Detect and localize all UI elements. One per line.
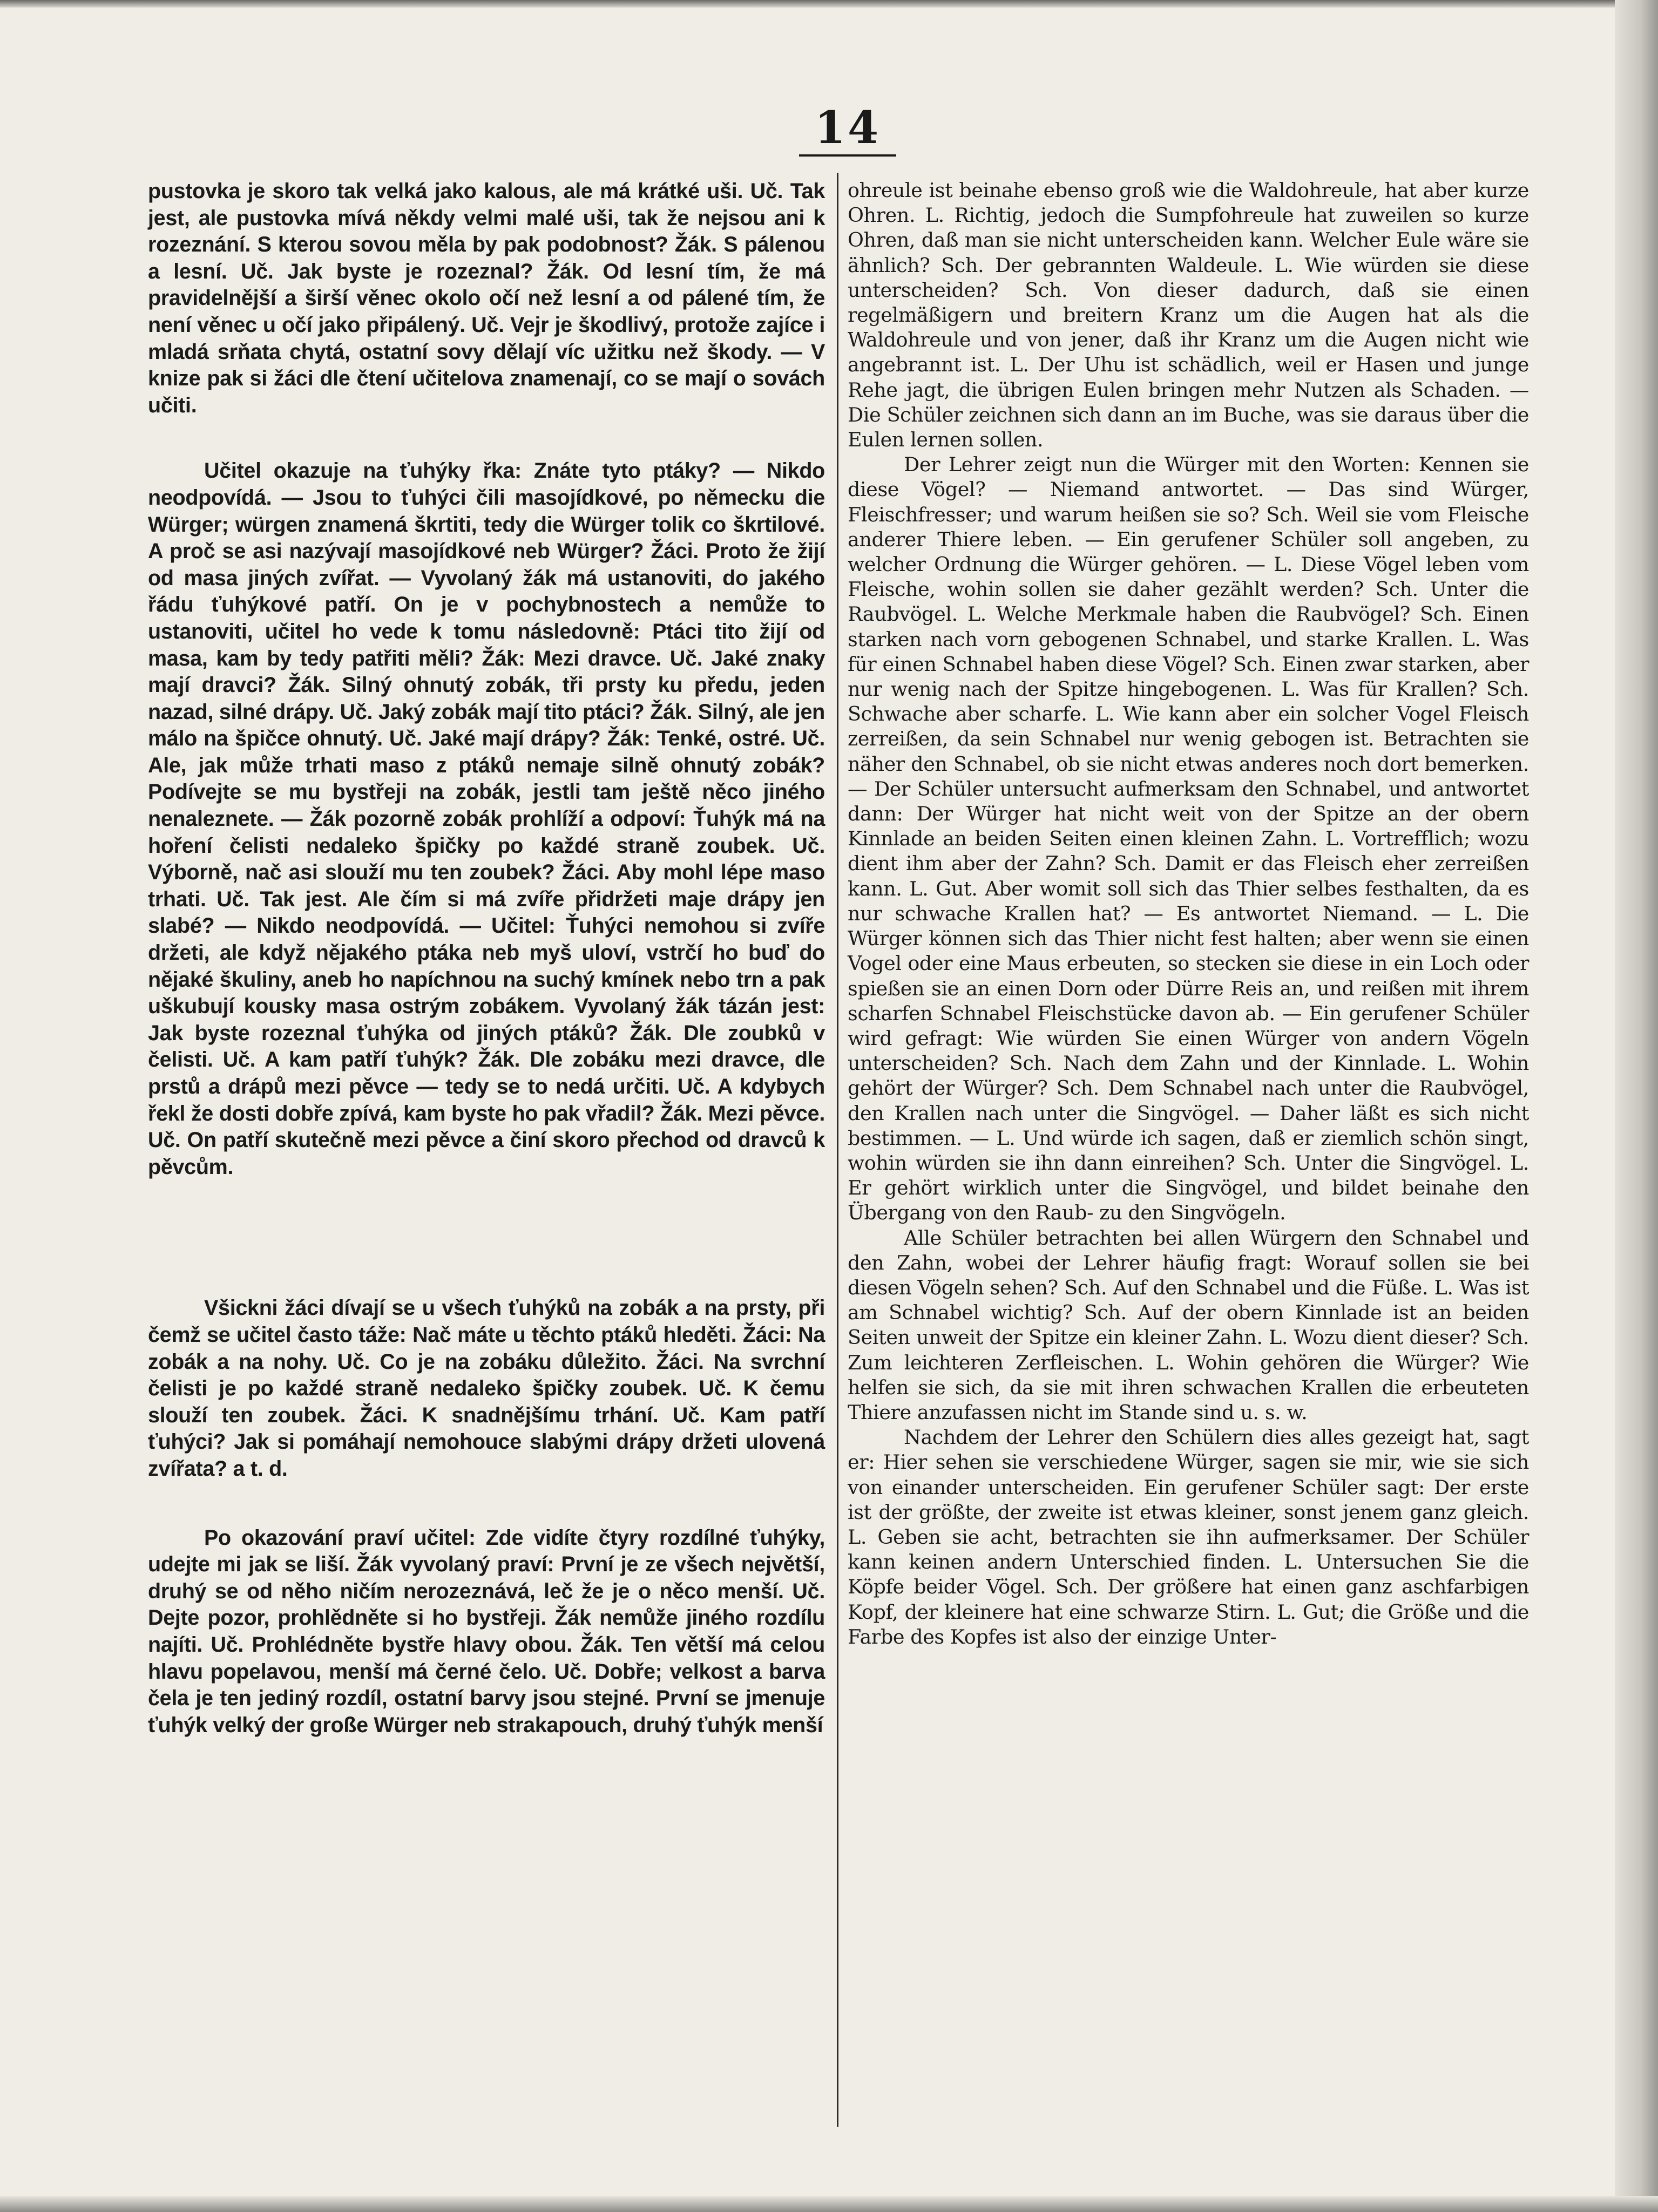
czech-paragraph-observation: Všickni žáci dívají se u všech ťuhýků na zobák a na prsty, při čemž se učitel často táže: Nač máte u těchto ptáků hleděti. Žáci: Na zobák a na nohy. Uč. Co je na zobáku důležito. Žáci. Na svrchní čelisti je po každé straně nedaleko špičky zoubek. Uč. K čemu slouží ten zoubek. Žáci. K snadnějšímu trhání. Uč. Kam patří ťuhýci? Jak si pomáhají nemohouce slabými drápy držeti ulovená zvířata? a t. d. [148, 1296, 825, 1481]
czech-text-column [148, 178, 825, 1739]
czech-paragraph-comparison: Po okazování praví učitel: Zde vidíte čtyry rozdílné ťuhýky, udejte mi jak se liší. Žák vyvolaný praví: První je ze všech největší, druhý se od něho ničím nerozeznává, leč že je o něco menší. Uč. Dejte pozor, prohlědněte si ho bystřeji. Žák nemůže jiného rozdílu najíti. Uč. Prohlédněte bystře hlavy obou. Žák. Ten větší má celou hlavu popelavou, menší má černé čelo. Uč. Dobře; velkost a barva čela je ten jediný rozdíl, ostatní barvy jsou stejné. První se jmenuje ťuhýk velký der große Würger neb strakapouch, druhý ťuhýk menší [148, 1525, 825, 1737]
german-paragraph-comparison: Nachdem der Lehrer den Schülern dies alles gezeigt hat, sagt er: Hier sehen sie verschiedene Würger, sagen sie mir, wie sie sich von einander unterscheiden. Ein gerufener Schüler sagt: Der erste ist der größte, der zweite ist etwas kleiner, sonst jenem ganz gleich. L. Geben sie acht, betrachten sie ihn aufmerksamer. Der Schüler kann keinen andern Unterschied finden. L. Untersuchen Sie die Köpfe beider Vögel. Sch. Der größere hat einen ganz aschfarbigen Kopf, der kleinere hat eine schwarze Stirn. L. Gut; die Größe und die Farbe des Kopfes ist also der einzige Unter- [848, 1426, 1529, 1648]
scan-edge-top [0, 0, 1658, 8]
czech-paragraph-owls-end: pustovka je skoro tak velká jako kalous, ale má krátké uši. Uč. Tak jest, ale pustovka mívá někdy velmi malé uši, tak že nejsou ani k rozeznání. S kterou sovou měla by pak podobnost? Žák. S pálenou a lesní. Uč. Jak byste je rozeznal? Žák. Od lesní tím, že má pravidelnější a širší věnec okolo očí než lesní a od pálené tím, že není věnec u očí jako připálený. Uč. Vejr je škodlivý, protože zajíce i mladá srňata chytá, ostatní sovy dělají víc užitku než škody. — V knize pak si žáci dle čtení učitelova znamenají, co se mají o sovách učiti. [148, 179, 825, 417]
german-paragraph-shrikes-intro: Der Lehrer zeigt nun die Würger mit den Worten: Kennen sie diese Vögel? — Niemand antwortet. — Das sind Würger, Fleischfresser; und warum heißen sie so? Sch. Weil sie vom Fleische anderer Thiere leben. — Ein gerufener Schüler soll angeben, zu welcher Ordnung die Würger gehören. — L. Diese Vögel leben vom Fleische, wohin sollen sie daher gezählt werden? Sch. Unter die Raubvögel. L. Welche Merkmale haben die Raubvögel? Sch. Einen starken nach vorn gebogenen Schnabel, und starke Krallen. L. Was für einen Schnabel haben diese Vögel? Sch. Einen zwar starken, aber nur wenig nach der Spitze hingebogenen. L. Was für Krallen? Sch. Schwache aber scharfe. L. Wie kann aber ein solcher Vogel Fleisch zerreißen, da sein Schnabel nur wenig gebogen ist. Betrachten sie näher den Schnabel, ob sie nicht etwas anderes noch dort bemerken. — Der Schüler untersucht aufmerksam den Schnabel, und antwortet dann: Der Würger hat nicht weit von der Spitze an der obern Kinnlade an beiden Seiten einen kleinen Zahn. L. Vortrefflich; wozu dient ihm aber der Zahn? Sch. Damit er das Fleisch eher zerreißen kann. L. Gut. Aber womit soll sich das Thier selbes festhalten, da es nur schwache Krallen hat? — Es antwortet Niemand. — L. Die Würger können sich das Thier nicht fest halten; aber wenn sie einen Vogel oder eine Maus erbeuten, so stecken sie diese in ein Loch oder spießen sie an einen Dorn oder Dürre Reis an, und reißen mit ihrem scharfen Schnabel Fleischstücke davon ab. — Ein gerufener Schüler wird gefragt: Wie würden Sie einen Würger von andern Vögeln unterscheiden? Sch. Nach dem Zahn und der Kinnlade. L. Wohin gehört der Würger? Sch. Dem Schnabel nach unter die Raubvögel, den Krallen nach unter die Singvögel. — Daher läßt es sich nicht bestimmen. — L. Und würde ich sagen, daß er ziemlich schön singt, wohin würden sie ihn dann einreihen? Sch. Unter die Singvögel. L. Er gehört wirklich unter die Singvögel, und bildet beinahe den Übergang von den Raub- zu den Singvögeln. [848, 453, 1529, 1225]
page-number: 14 [814, 102, 881, 154]
scan-edge-right [1615, 0, 1658, 2212]
german-paragraph-observation: Alle Schüler betrachten bei allen Würgern den Schnabel und den Zahn, wobei der Lehrer häufig fragt: Worauf sollen sie bei diesen Vögeln sehen? Sch. Auf den Schnabel und die Füße. L. Was ist am Schnabel wichtig? Sch. Auf der obern Kinnlade ist an beiden Seiten unweit der Spitze ein kleiner Zahn. L. Wozu dient dieser? Sch. Zum leichteren Zerfleischen. L. Wohin gehören die Würger? Wie helfen sie sich, da sie mit ihren schwachen Krallen die erbeuteten Thiere anzufassen nicht im Stande sind u. s. w. [848, 1226, 1529, 1424]
page-number-rule [799, 154, 896, 157]
german-text-column [848, 178, 1529, 1650]
german-paragraph-owls-end: ohreule ist beinahe ebenso groß wie die Waldohreule, hat aber kurze Ohren. L. Richtig, jedoch die Sumpfohreule hat zuweilen so kurze Ohren, daß man sie nicht unterscheiden kann. Welcher Eule wäre sie ähnlich? Sch. Der gebrannten Waldeule. L. Wie würden sie diese unterscheiden? Sch. Von dieser dadurch, daß sie einen regelmäßigern und breitern Kranz um die Augen hat als die Waldohreule und von jener, daß ihr Kranz um die Augen nicht wie angebrannt ist. L. Der Uhu ist schädlich, weil er Hasen und junge Rehe jagt, die übrigen Eulen bringen mehr Nutzen als Schaden. — Die Schüler zeichnen sich dann an im Buche, was sie daraus über die Eulen lernen sollen. [848, 179, 1529, 452]
czech-paragraph-shrikes-intro: Učitel okazuje na ťuhýky řka: Znáte tyto ptáky? — Nikdo neodpovídá. — Jsou to ťuhýci čili masojídkové, po německu die Würger; würgen znamená škrtiti, tedy die Würger tolik co škrtilové. A proč se asi nazývají masojídkové neb Würger? Žáci. Proto že žijí od masa jiných zvířat. — Vyvolaný žák má ustanoviti, do jakého řádu ťuhýkové patří. On je v pochybnostech a nemůže to ustanoviti, učitel ho vede k tomu následovně: Ptáci tito žijí od masa, kam by tedy patřiti měli? Žák: Mezi dravce. Uč. Jaké znaky mají dravci? Žák. Silný ohnutý zobák, tři prsty ku předu, jeden nazad, silné drápy. Uč. Jaký zobák mají tito ptáci? Žák. Silný, ale jen málo na špičce ohnutý. Uč. Jaké mají drápy? Žák: Tenké, ostré. Uč. Ale, jak může trhati maso z ptáků nemaje silně ohnutý zobák? Podívejte se mu bystřeji na zobák, jestli tam ještě něco jiného nenaleznete. — Žák pozorně zobák prohlíží a odpoví: Ťuhýk má na hoření čelisti nedaleko špičky po každé straně zoubek. Uč. Výborně, nač asi slouží mu ten zoubek? Žáci. Aby mohl lépe maso trhati. Uč. Tak jest. Ale čím si má zvíře přidržeti maje drápy jen slabé? — Nikdo neodpovídá. — Učitel: Ťuhýci nemohou si zvíře držeti, ale když nějakého ptáka neb myš uloví, vstrčí ho buď do nějaké škuliny, aneb ho napíchnou na suchý kmínek nebo trn a pak uškubují kousky masa ostrým zobákem. Vyvolaný žák tázán jest: Jak byste rozeznal ťuhýka od jiných ptáků? Žák. Dle zoubků v čelisti. Uč. A kam patří ťuhýk? Žák. Dle zobáku mezi dravce, dle prstů a drápů mezi pěvce — tedy se to nedá určiti. Uč. A kdybych řekl že dosti dobře zpívá, kam byste ho pak vřadil? Žák. Mezi pěvce. Uč. On patří skutečně mezi pěvce a činí skoro přechod od dravců k pěvcům. [148, 459, 825, 1179]
scan-edge-bottom [0, 2196, 1658, 2212]
column-divider [837, 173, 838, 2127]
